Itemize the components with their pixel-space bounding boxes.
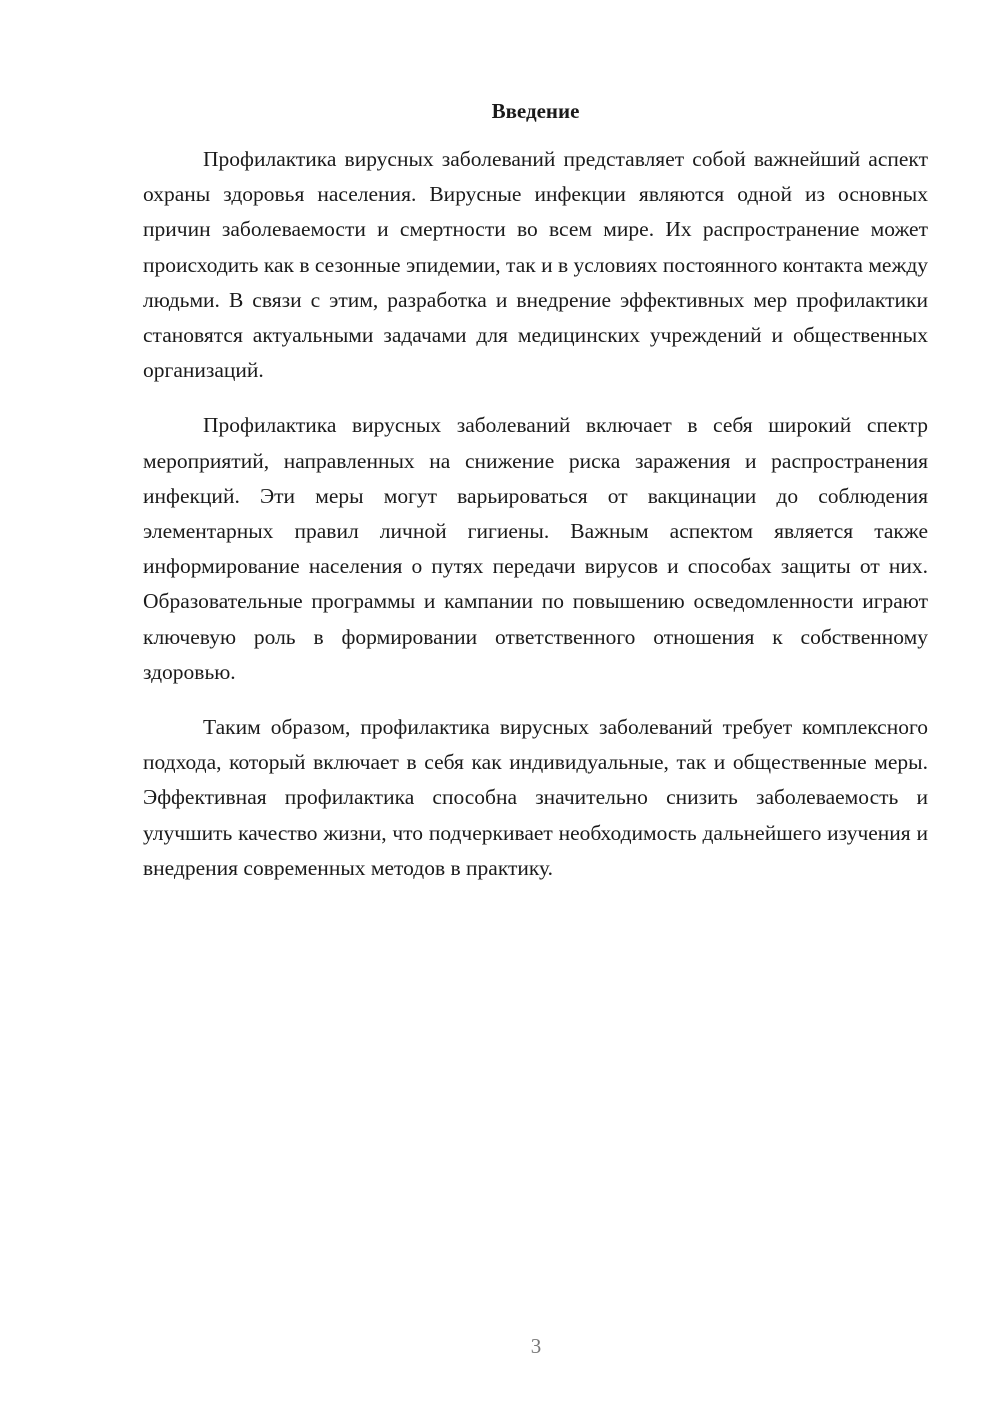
paragraph-1: Профилактика вирусных заболеваний представляет собой важнейший аспект охраны здоровья населения. Вирусные инфекции являются одной из основных причин заболеваемости и смертности во всем мире. Их распространение может происходить как в сезонные эпидемии, так и в условиях постоянного контакта между людьми. В связи с этим, разработка и внедрение эффективных мер профилактики становятся актуальными задачами для медицинских учреждений и общественных организаций. bbox=[143, 147, 929, 383]
page-content bbox=[143, 94, 928, 906]
paragraph-2: Профилактика вирусных заболеваний включает в себя широкий спектр мероприятий, направленных на снижение риска заражения и распространения инфекций. Эти меры могут варьироваться от вакцинации до соблюдения элементарных правил личной гигиены. Важным аспектом является также информирование населения о путях передачи вирусов и способах защиты от них. Образовательные программы и кампании по повышению осведомленности играют ключевую роль в формировании ответственного отношения к собственному здоровью. bbox=[143, 413, 928, 684]
page-number: 3 bbox=[530, 1334, 542, 1358]
section-title: Введение bbox=[491, 99, 580, 123]
paragraph-3: Таким образом, профилактика вирусных заболеваний требует комплексного подхода, который включает в себя как индивидуальные, так и общественные меры. Эффективная профилактика способна значительно снизить заболеваемость и улучшить качество жизни, что подчеркивает необходимость дальнейшего изучения и внедрения современных методов в практику. bbox=[143, 715, 928, 880]
